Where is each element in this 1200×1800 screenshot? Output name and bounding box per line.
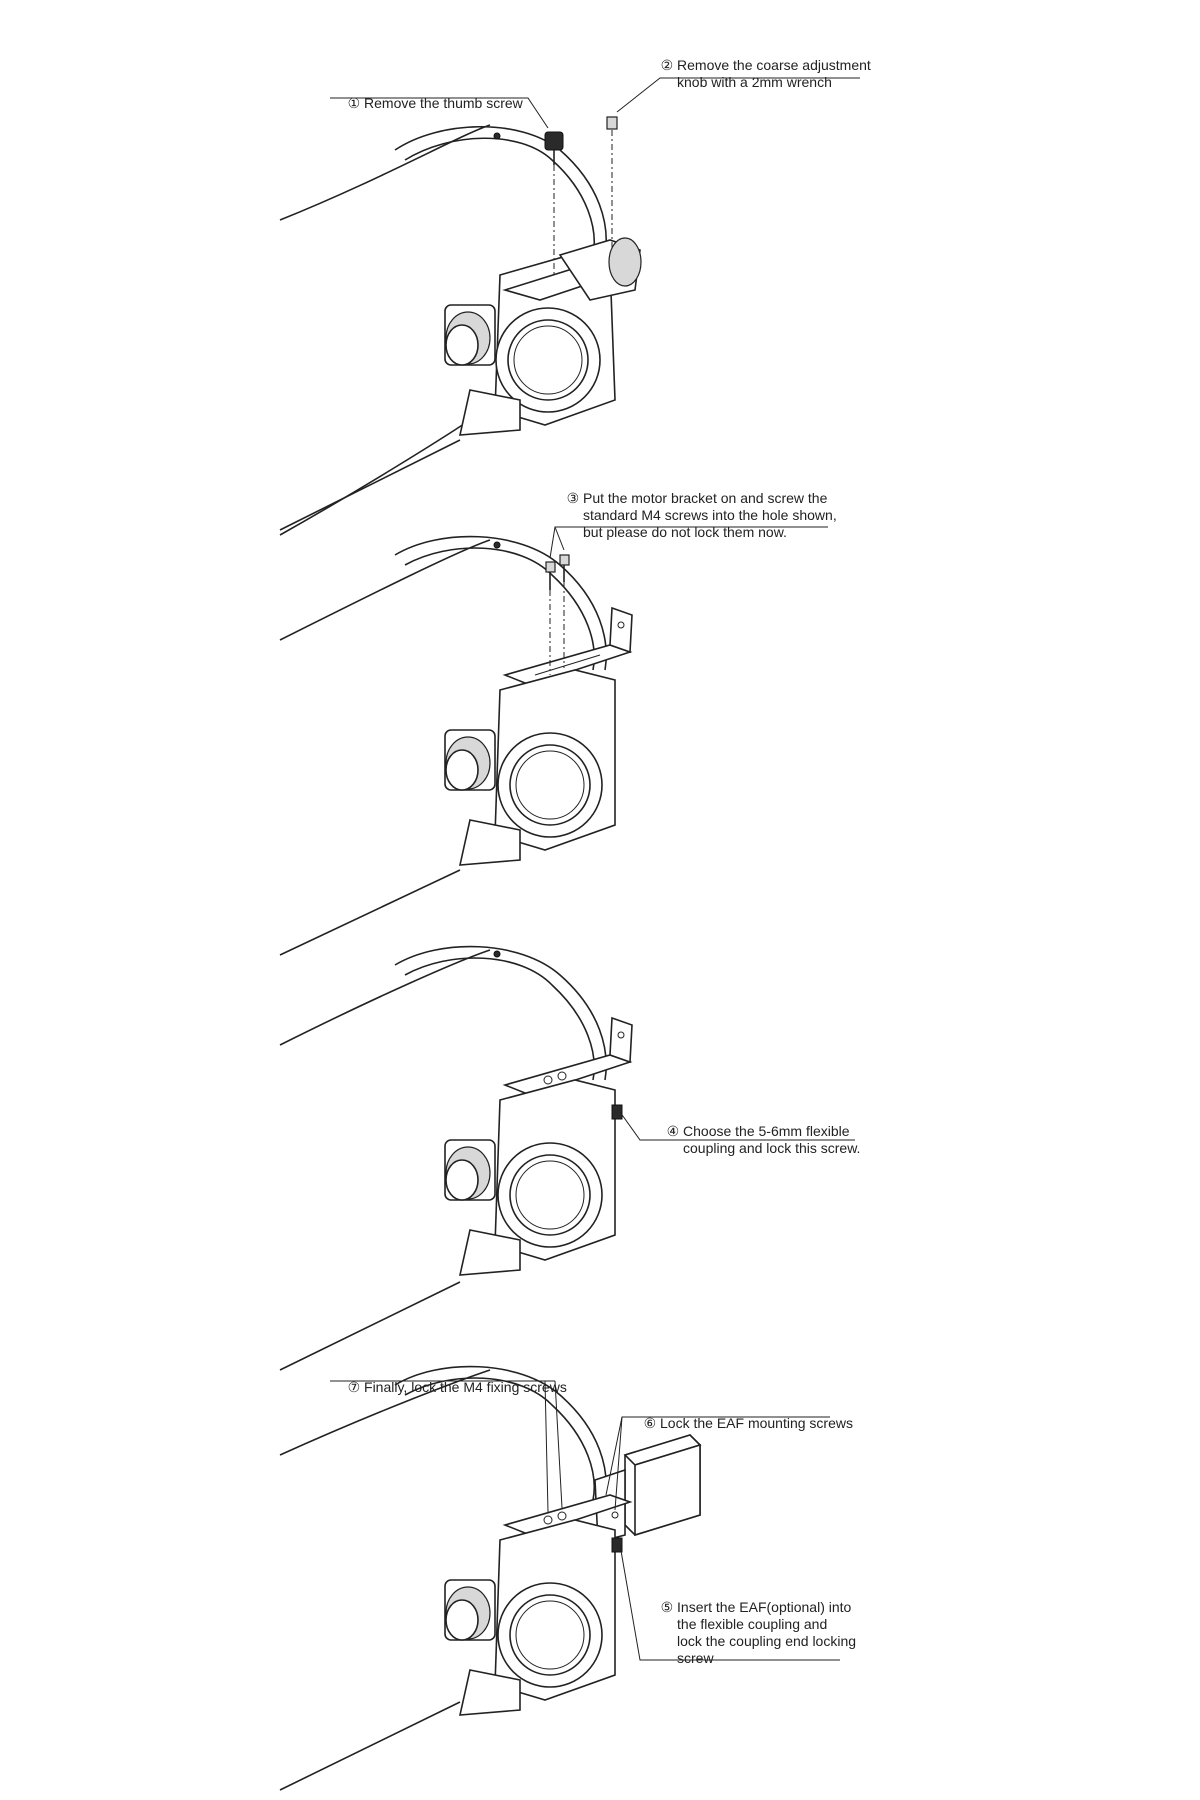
focuser-assembly	[445, 1080, 622, 1275]
focuser-diagram-3	[0, 910, 1200, 1350]
thumb-screw-icon	[545, 132, 563, 275]
callout-step-2: ② Remove the coarse adjustment knob with a 2mm wrench	[660, 57, 871, 90]
step-panel-2	[0, 440, 1200, 910]
step-panel-3	[0, 910, 1200, 1350]
focuser-diagram-1	[0, 0, 1200, 440]
callout-step-4: ④ Choose the 5-6mm flexible coupling and lock this screw.	[666, 1123, 861, 1156]
step-panel-4	[0, 1350, 1200, 1800]
callout-step-3: ③ Put the motor bracket on and screw the standard M4 screws into the hole shown, but please do not lock them now.	[566, 490, 837, 540]
callout-step-5: ⑤ Insert the EAF(optional) into the flexible coupling and lock the coupling end locking screw	[660, 1599, 857, 1666]
eaf-motor-icon	[595, 1435, 700, 1542]
focuser-assembly	[445, 238, 641, 435]
callout-step-7: ⑦ Finally, lock the M4 fixing screws	[347, 1379, 567, 1395]
focuser-assembly	[445, 1520, 622, 1715]
step-panel-1	[0, 0, 1200, 440]
focuser-assembly	[445, 670, 615, 865]
coarse-knob-icon	[607, 117, 617, 250]
callout-step-6: ⑥ Lock the EAF mounting screws	[643, 1415, 853, 1431]
focuser-diagram-4	[0, 1350, 1200, 1800]
callout-step-1: ① Remove the thumb screw	[347, 95, 523, 111]
